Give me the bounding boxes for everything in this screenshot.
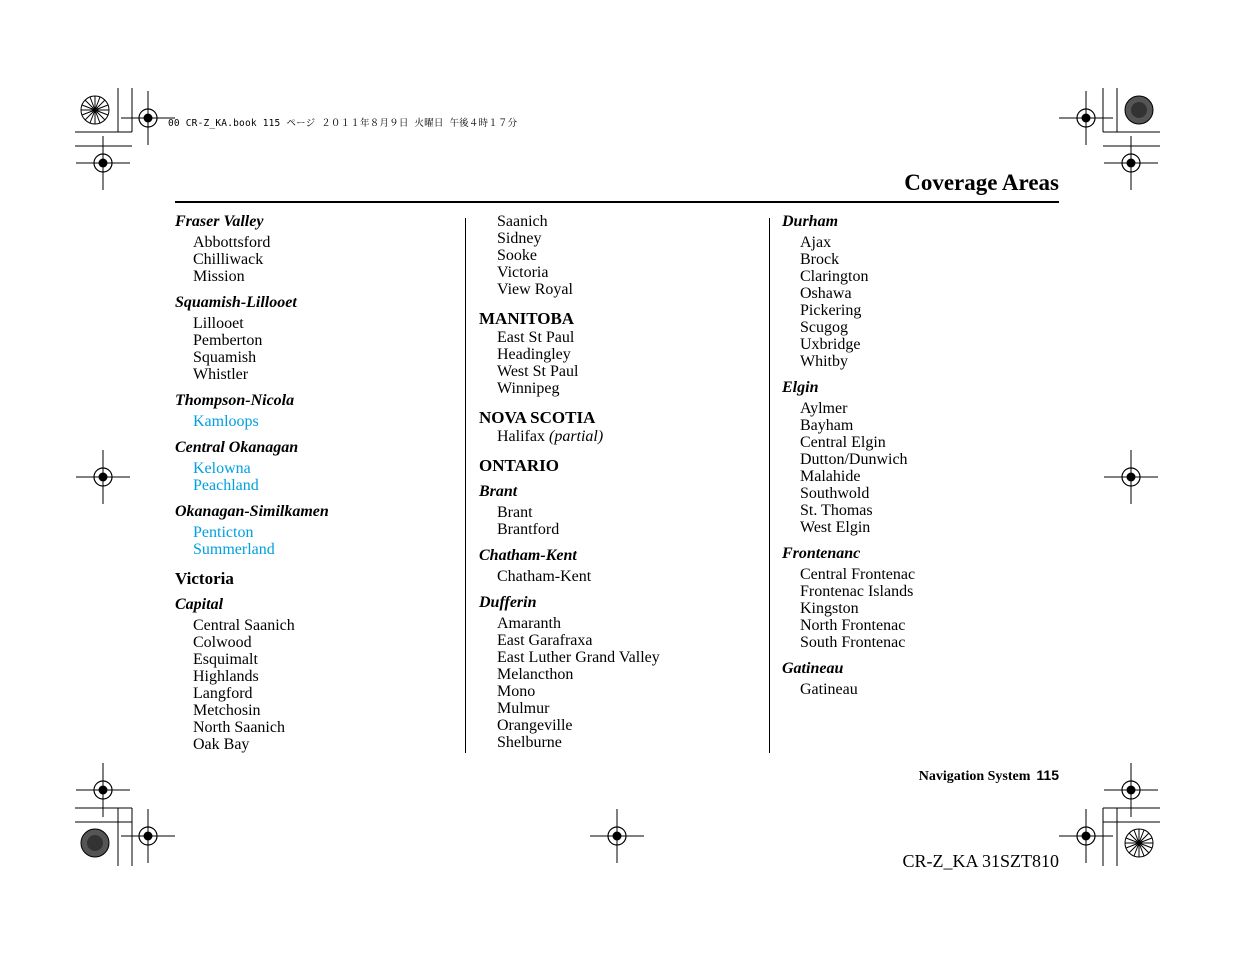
city-name: Central Frontenac <box>800 566 916 583</box>
city-name: Dutton/Dunwich <box>800 451 908 468</box>
city-name: Malahide <box>800 468 861 485</box>
registration-target-icon <box>76 450 130 504</box>
registration-star-icon <box>81 96 109 124</box>
document-code: CR-Z_KA 31SZT810 <box>902 851 1059 871</box>
city-name: Chatham-Kent <box>497 568 592 585</box>
registration-star-icon <box>1125 829 1153 857</box>
city-name: Central Saanich <box>193 617 295 634</box>
city-name: Ajax <box>800 234 832 251</box>
city-name: North Saanich <box>193 719 285 736</box>
city-name: Pickering <box>800 302 862 319</box>
city-name: South Frontenac <box>800 634 906 651</box>
city-name: East St Paul <box>497 329 575 346</box>
city-name: Melancthon <box>497 666 574 683</box>
city-name: Sidney <box>497 230 542 247</box>
print-header: 00 CR-Z_KA.book 115 ページ ２０１１年８月９日 火曜日 午後４時１７分 <box>168 118 518 129</box>
registration-target-icon <box>76 763 130 817</box>
region-heading: Durham <box>782 213 839 230</box>
city-name: Esquimalt <box>193 651 258 668</box>
region-heading: Frontenanc <box>782 545 861 562</box>
region-heading: Okanagan-Similkamen <box>175 503 329 520</box>
city-name: Scugog <box>800 319 848 336</box>
city-name: Whistler <box>193 366 249 383</box>
region-heading: Central Okanagan <box>175 439 299 456</box>
city-name: Brantford <box>497 521 560 538</box>
city-name: Langford <box>193 685 253 702</box>
province-heading: NOVA SCOTIA <box>479 408 596 427</box>
city-name: Mono <box>497 683 536 700</box>
city-name: Southwold <box>800 485 870 502</box>
city-name: Gatineau <box>800 681 858 698</box>
city-name: Shelburne <box>497 734 562 751</box>
city-name: Mission <box>193 268 245 285</box>
region-heading: Squamish-Lillooet <box>175 294 297 311</box>
city-name: Halifax <box>497 428 545 445</box>
registration-target-icon <box>121 809 175 863</box>
city-name: Headingley <box>497 346 571 363</box>
region-heading: Brant <box>479 483 518 500</box>
region-heading: Capital <box>175 596 224 613</box>
city-name: West Elgin <box>800 519 871 536</box>
city-name: Central Elgin <box>800 434 886 451</box>
footer-label: Navigation System <box>918 769 1031 784</box>
city-name: Brant <box>497 504 533 521</box>
registration-target-icon <box>590 809 644 863</box>
province-heading: ONTARIO <box>479 456 559 475</box>
city-name: Metchosin <box>193 702 261 719</box>
coverage-note: (partial) <box>548 428 604 445</box>
city-name: Oshawa <box>800 285 852 302</box>
city-name: North Frontenac <box>800 617 906 634</box>
city-name: Highlands <box>193 668 259 685</box>
city-name: Clarington <box>800 268 869 285</box>
city-name: Orangeville <box>497 717 573 734</box>
registration-target-icon <box>76 136 130 190</box>
city-name: Frontenac Islands <box>800 583 914 600</box>
city-name: Aylmer <box>800 400 848 417</box>
registration-target-icon <box>1104 763 1158 817</box>
city-name: Sooke <box>497 247 537 264</box>
registration-target-icon <box>1059 809 1113 863</box>
city-name: Uxbridge <box>800 336 861 353</box>
city-name: West St Paul <box>497 363 579 380</box>
registration-target-icon <box>1104 136 1158 190</box>
page-number: 115 <box>1036 767 1059 783</box>
city-name: Pemberton <box>193 332 263 349</box>
registration-target-icon <box>121 91 175 145</box>
city-name: Mulmur <box>497 700 550 717</box>
region-heading: Thompson-Nicola <box>175 392 295 409</box>
registration-target-icon <box>1104 450 1158 504</box>
city-name: Kamloops <box>193 413 259 430</box>
city-name: Kelowna <box>193 460 251 477</box>
city-name: Amaranth <box>497 615 561 632</box>
region-heading: Dufferin <box>479 594 537 611</box>
city-name: Brock <box>800 251 840 268</box>
city-name: Abbottsford <box>193 234 271 251</box>
registration-dark-icon <box>1125 96 1153 124</box>
city-name: Chilliwack <box>193 251 264 268</box>
region-heading: Chatham-Kent <box>479 547 577 564</box>
region-heading: Elgin <box>782 379 819 396</box>
city-name: Whitby <box>800 353 848 370</box>
city-name: Summerland <box>193 541 275 558</box>
city-name: East Garafraxa <box>497 632 593 649</box>
city-name: View Royal <box>497 281 573 298</box>
city-name: Oak Bay <box>193 736 250 753</box>
city-name: Penticton <box>193 524 254 541</box>
city-name: East Luther Grand Valley <box>497 649 660 666</box>
province-heading: Victoria <box>175 569 234 588</box>
city-name: St. Thomas <box>800 502 873 519</box>
city-name: Squamish <box>193 349 257 366</box>
city-name: Lillooet <box>193 315 244 332</box>
region-heading: Gatineau <box>782 660 844 677</box>
region-heading: Fraser Valley <box>175 213 264 230</box>
city-name: Winnipeg <box>497 380 560 397</box>
city-name: Kingston <box>800 600 859 617</box>
city-name: Victoria <box>497 264 549 281</box>
city-name: Peachland <box>193 477 259 494</box>
registration-dark-icon <box>81 829 109 857</box>
page-title: Coverage Areas <box>904 170 1059 195</box>
province-heading: MANITOBA <box>479 309 575 328</box>
city-name: Bayham <box>800 417 854 434</box>
city-name: Colwood <box>193 634 252 651</box>
city-name: Saanich <box>497 213 548 230</box>
registration-target-icon <box>1059 91 1113 145</box>
